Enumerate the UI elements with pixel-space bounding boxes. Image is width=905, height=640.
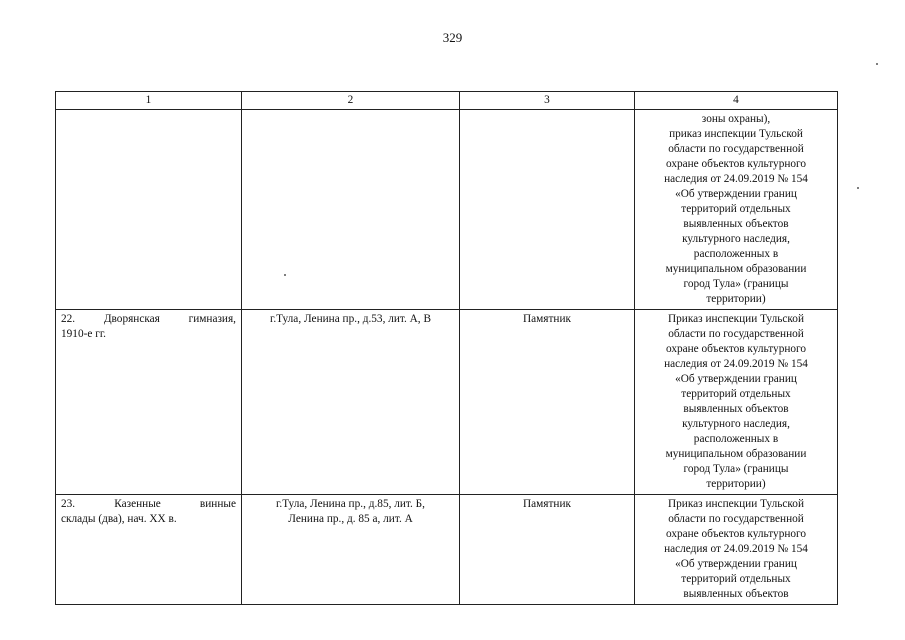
object-name-cell — [56, 495, 242, 605]
address-cell — [242, 110, 460, 310]
object-name-cell — [56, 110, 242, 310]
category-cell: Памятник — [460, 310, 635, 495]
category-cell: Памятник — [460, 495, 635, 605]
registry-table — [55, 91, 838, 605]
header-row — [56, 92, 838, 110]
object-name-cell — [56, 310, 242, 495]
category-cell — [460, 110, 635, 310]
header-col-1: 1 — [56, 92, 242, 110]
object-name-line2: склады (два), нач. XX в. — [61, 513, 177, 525]
scan-speck — [876, 63, 878, 65]
table-row — [56, 110, 838, 310]
scan-speck — [284, 274, 286, 276]
table-row — [56, 495, 838, 605]
document-cell: Приказ инспекции Тульской области по государственной охране объектов культурного наследия от 24.09.2019 № 154 «Об утверждении границ территорий отдельных выявленных объектов — [635, 495, 838, 605]
address-cell: г.Тула, Ленина пр., д.53, лит. А, В — [242, 310, 460, 495]
header-col-3: 3 — [460, 92, 635, 110]
table-row — [56, 310, 838, 495]
object-name-line2: 1910-е гг. — [61, 328, 107, 340]
page-number: 329 — [442, 30, 463, 45]
document-cell: Приказ инспекции Тульской области по государственной охране объектов культурного наследия от 24.09.2019 № 154 «Об утверждении границ территорий отдельных выявленных объектов культурного наследия, расположенных в муниципальном образовании город Тула» (границы территории) — [635, 310, 838, 495]
header-col-2: 2 — [242, 92, 460, 110]
header-col-4: 4 — [635, 92, 838, 110]
document-cell: зоны охраны), приказ инспекции Тульской области по государственной охране объектов культурного наследия от 24.09.2019 № 154 «Об утверждении границ территорий отдельных выявленных объектов культурного наследия, расположенных в муниципальном образовании город Тула» (границы территории) — [635, 110, 838, 310]
object-name-line1: 22. Дворянская гимназия, — [61, 313, 236, 325]
object-name-line1: 23. Казенные винные — [61, 498, 236, 510]
address-cell: г.Тула, Ленина пр., д.85, лит. Б, Ленина пр., д. 85 а, лит. А — [242, 495, 460, 605]
scan-speck — [857, 187, 859, 189]
